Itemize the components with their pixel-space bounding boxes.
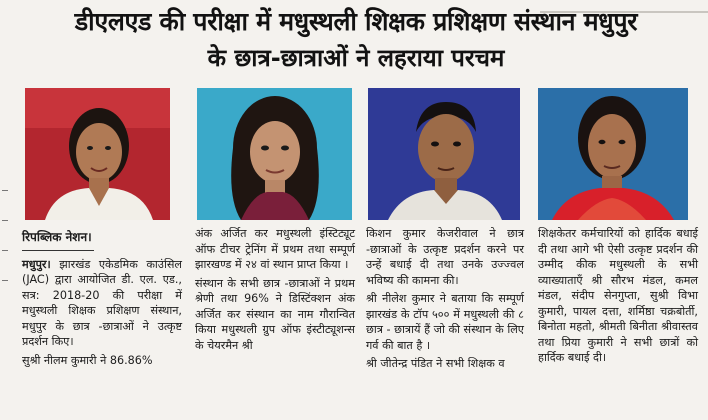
- col4-paragraph-1: शिक्षकेतर कर्मचारियों को हार्दिक बधाई दी तथा आगे भी ऐसी उत्कृष्ट प्रदर्शन की उम्मीद कीक मधुस्थली के सभी व्याख्याताएँ श्री सौरभ मंडल, कमल मंडल, संदीप सेनगुप्ता, सुश्री विभा कुमारी, पायल दत्ता, शर्मिष्ठा चक्रबोर्ती, बिनोता महतो, श्रीमती बिनीता श्रीवास्तव तथा प्रिया कुमारी ने सभी छात्रों को हार्दिक बधाई दी।: [538, 227, 698, 364]
- photo-student-3: [368, 88, 520, 220]
- headline-line-2: के छात्र-छात्राओं ने लहराया परचम: [207, 44, 505, 72]
- byline: रिपब्लिक नेशन।: [22, 230, 92, 244]
- left-edge-clipped-text: [0, 180, 12, 330]
- headline-line-1: डीएलएड की परीक्षा में मधुस्थली शिक्षक प्रशिक्षण संस्थान मधुपुर: [74, 7, 638, 36]
- col1-paragraph-2: सुश्री नीलम कुमारी ने 86.86%: [22, 353, 153, 367]
- article-column-3: [366, 226, 524, 375]
- top-strip: [540, 0, 708, 4]
- article-column-1: [22, 230, 182, 371]
- photo-student-2: [197, 88, 352, 220]
- col1-text: झारखंड एकेडमिक काउंसिल (JAC) द्वारा आयोजित डी. एल. एड., सत्र: 2018-20 की परीक्षा में मधुस्थली शिक्षक प्रशिक्षण संस्थान, मधुपुर के छात्र -छात्राओं ने उत्कृष्ट प्रदर्शन किए।: [22, 257, 182, 348]
- byline-rule: [22, 250, 94, 251]
- article-column-4: [538, 226, 698, 369]
- col1-paragraph: [22, 257, 182, 350]
- col2-paragraph-1: अंक अर्जित कर मधुस्थली इंस्टिट्यूट ऑफ टीचर ट्रेनिंग में प्रथम तथा सम्पूर्ण झारखण्ड में २४ वां स्थान प्राप्त किया ।: [195, 227, 355, 271]
- col3-paragraph-3: श्री जीतेन्द्र पंडित ने सभी शिक्षक व: [366, 357, 505, 370]
- headline: [14, 6, 698, 74]
- col3-paragraph-1: किशन कुमार केजरीवाल ने छात्र -छात्राओं के उत्कृष्ट प्रदर्शन करने पर उन्हें बधाई दी तथा उनके उज्ज्वल भविष्य की कामना की।: [366, 227, 524, 287]
- col3-paragraph-2: श्री नीलेश कुमार ने बताया कि सम्पूर्ण झारखंड के टॉप ५०० में मधुस्थली की ८ छात्र - छात्रायें हैं जो की संस्थान के लिए गर्व की बात है ।: [366, 292, 524, 352]
- col2-paragraph-2: संस्थान के सभी छात्र -छात्राओं ने प्रथम श्रेणी तथा 96% ने डिस्टिंक्शन अंक अर्जित कर संस्थान का नाम गौरान्वित किया मधुस्थली ग्रुप ऑफ इंस्टीट्यूशन्स के चेयरमैन श्री: [195, 276, 355, 352]
- article-column-2: [195, 226, 355, 356]
- photo-student-1: [25, 88, 170, 220]
- dateline: मधुपुर।: [22, 257, 51, 271]
- photo-student-4: [538, 88, 688, 220]
